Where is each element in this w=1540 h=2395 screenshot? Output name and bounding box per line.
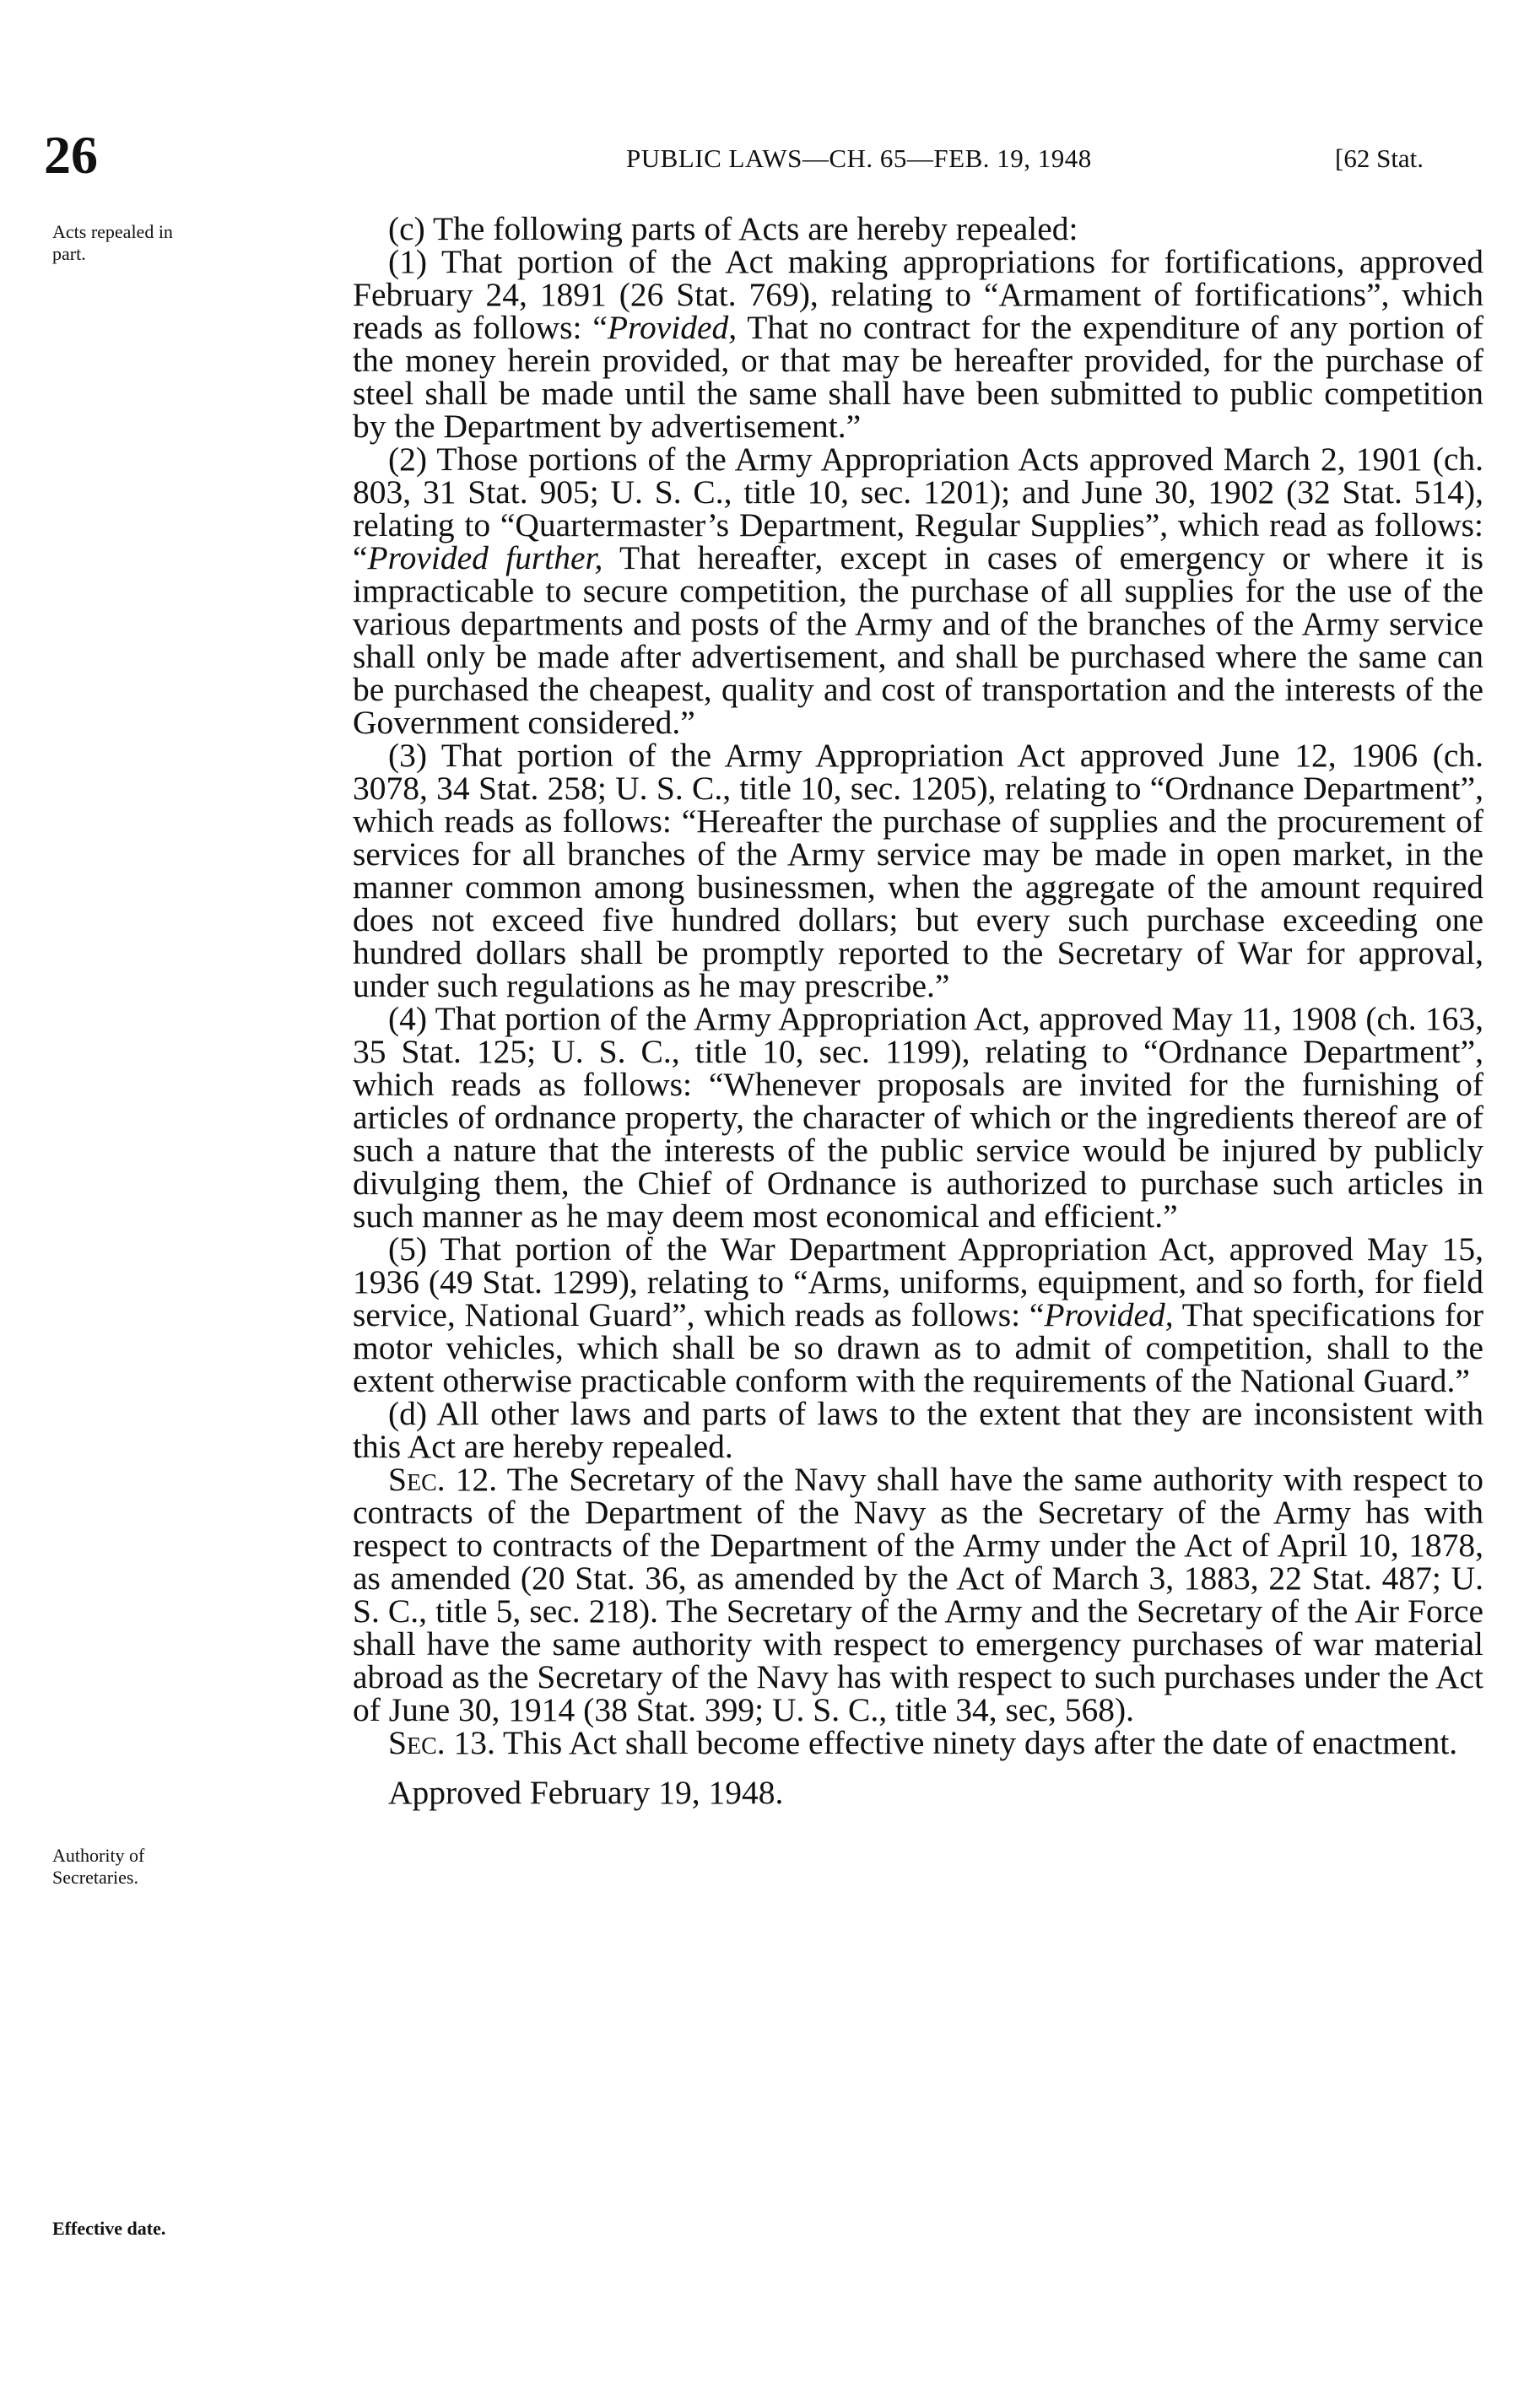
paragraph-1-text-b: That no contract for the expenditure of any portion of the money herein provided, or that may be hereafter provided, for the purchase of steel shall be made until the same shall have been submitted to public competition by the Department by advertisement.” <box>353 309 1484 445</box>
margin-note-authority: Authority of Secretaries. <box>52 1845 145 1888</box>
section-12-text: The Secretary of the Navy shall have the same authority with respect to contracts of the Department of the Navy as the Secretary of the Army has with respect to contracts of the Department of the Army under the Act of April 10, 1878, as amended (20 Stat. 36, as amended by the Act of March 3, 1883, 22 Stat. 487; U. S. C., title 5, sec. 218). The Secretary of the Army and the Secretary of the Air Force shall have the same authority with respect to emergency purchases of war material abroad as the Secretary of the Navy has with respect to such purchases under the Act of June 30, 1914 (38 Stat. 399; U. S. C., title 34, sec, 568). <box>353 1461 1484 1728</box>
margin-note-effective-date: Effective date. <box>52 2218 166 2239</box>
paragraph-3: (3) That portion of the Army Appropriation Act approved June 12, 1906 (ch. 3078, 34 Stat. 258; U. S. C., title 10, sec. 1205), relating to “Ordnance Department”, which reads as follows: “Hereafter the purchase of supplies and the procurement of services for all branches of the Army service may be made in open market, in the manner common among businessmen, when the aggregate of the amount required does not exceed five hundred dollars; but every such purchase exceeding one hundred dollars shall be promptly reported to the Secretary of War for approval, under such regulations as he may prescribe.” <box>353 737 1483 1004</box>
margin-note-acts-repealed: Acts repealed in part. <box>52 221 173 264</box>
approval-line: Approved February 19, 1948. <box>388 1774 784 1811</box>
paragraph-1-provided: Provided, <box>607 309 738 346</box>
paragraph-d: (d) All other laws and parts of laws to the extent that they are inconsistent with this Act are hereby repealed. <box>353 1395 1483 1465</box>
document-body <box>353 210 1484 1811</box>
paragraph-5-text-b: That specifications for motor vehicles, which shall be so drawn as to admit of competition, shall to the extent otherwise practicable conform with the requirements of the National Guard.” <box>353 1296 1484 1399</box>
paragraph-c: (c) The following parts of Acts are hereby repealed: <box>388 210 1078 247</box>
paragraph-2 <box>353 443 1483 739</box>
paragraph-5-text-a: (5) That portion of the War Department Appropriation Act, approved May 15, 1936 (49 Stat. 1299), relating to “Arms, uniforms, equipment, and so forth, for field service, National Guard”, which reads as follows: “ <box>353 1230 1483 1333</box>
paragraph-5-provided: Provided, <box>1044 1296 1174 1333</box>
section-13-text: This Act shall become effective ninety days after the date of enactment. <box>494 1724 1458 1761</box>
paragraph-2-provided: Provided further, <box>367 539 603 576</box>
section-12-label: Sec. 12. <box>388 1461 498 1498</box>
section-13 <box>353 1724 1483 1761</box>
running-head: PUBLIC LAWS—CH. 65—FEB. 19, 1948 <box>626 143 1092 173</box>
paragraph-2-text-b: That hereafter, except in cases of emergency or where it is impracticable to secure competition, the purchase of all supplies for the use of the various departments and posts of the Army and of the branches of the Army service shall only be made after advertisement, and shall be purchased where the same can be purchased the cheapest, quality and cost of transportation and the interests of the Government considered.” <box>353 539 1483 741</box>
page-header <box>0 0 1540 194</box>
paragraph-4: (4) That portion of the Army Appropriation Act, approved May 11, 1908 (ch. 163, 35 Stat. 125; U. S. C., title 10, sec. 1199), relating to “Ordnance Department”, which reads as follows: “Whenever proposals are invited for the furnishing of articles of ordnance property, the character of which or the ingredients thereof are of such a nature that the interests of the public service would be injured by publicly divulging them, the Chief of Ordnance is authorized to purchase such articles in such manner as he may deem most economical and efficient.” <box>353 1000 1483 1235</box>
paragraph-2-text-a: (2) Those portions of the Army Appropriation Acts approved March 2, 1901 (ch. 803, 31 Stat. 905; U. S. C., title 10, sec. 1201); and June 30, 1902 (32 Stat. 514), relating to “Quartermaster’s Department, Regular Supplies”, which read as follows: “ <box>353 441 1483 576</box>
page-number: 26 <box>44 125 98 185</box>
section-12 <box>353 1463 1483 1727</box>
paragraph-1 <box>353 243 1484 445</box>
paragraph-5 <box>353 1230 1484 1399</box>
section-13-label: Sec. 13. <box>388 1724 495 1761</box>
paragraph-1-text-a: (1) That portion of the Act making appropriations for fortifications, approved February 24, 1891 (26 Stat. 769), relating to “Armament of fortifications”, which reads as follows: “ <box>353 243 1483 346</box>
volume-reference: [62 Stat. <box>1335 143 1424 173</box>
